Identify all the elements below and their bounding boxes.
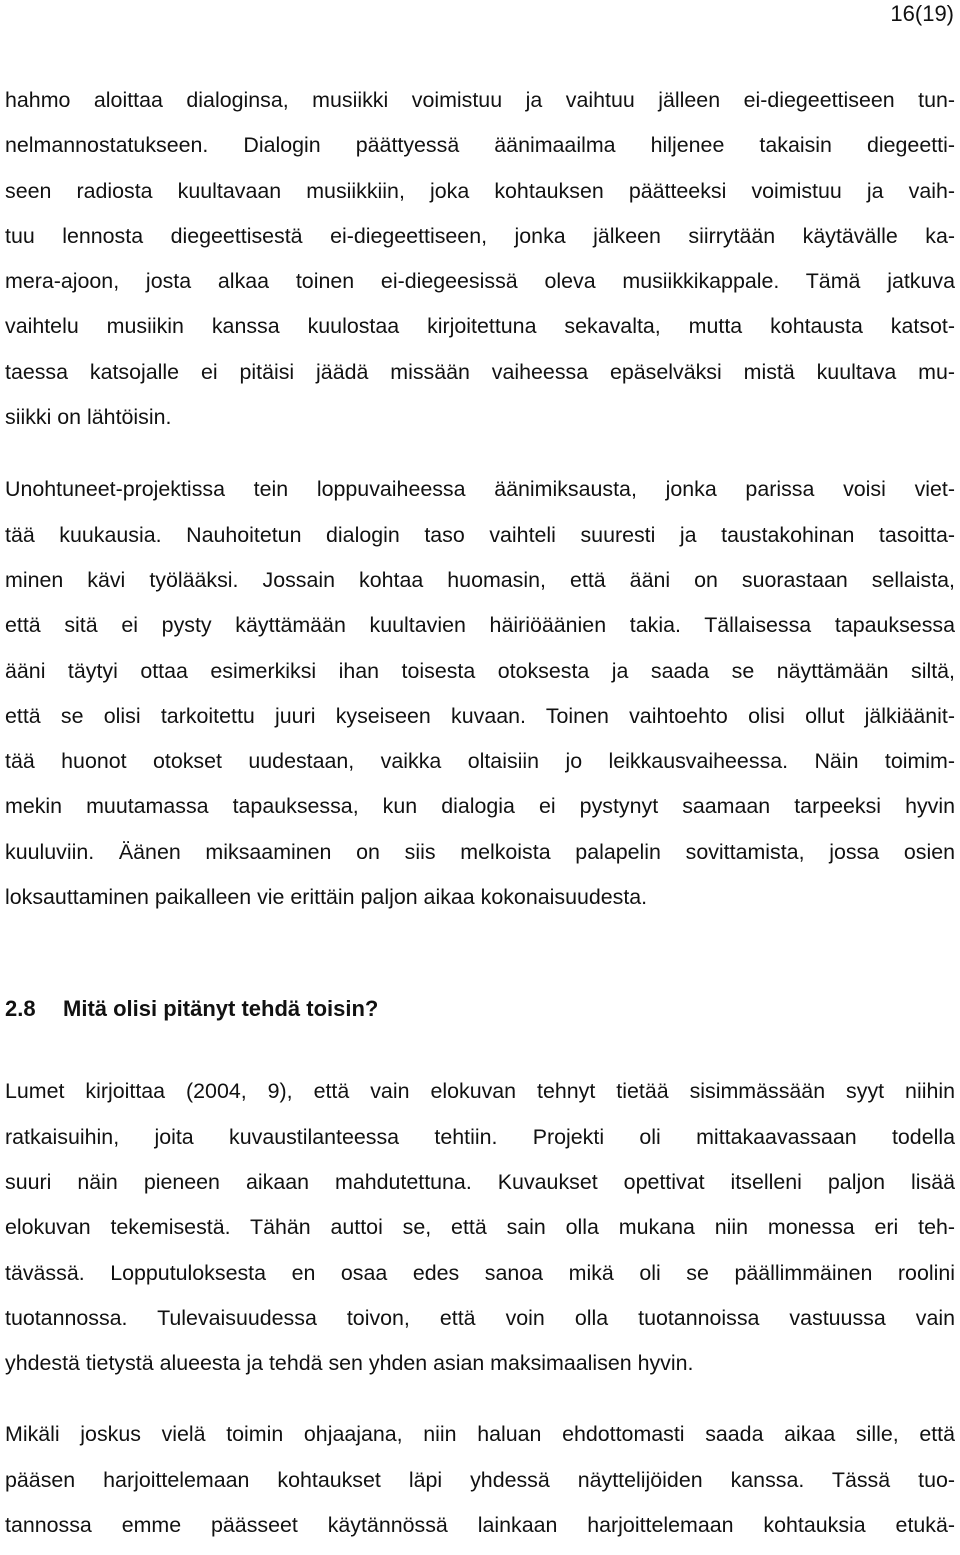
text-line: yhdestä tietystä alueesta ja tehdä sen yhden asian maksimaalisen hyvin. [5, 1351, 694, 1376]
text-line: seen radiosta kuultavaan musiikkiin, joka kohtauksen päätteeksi voimistuu ja vaih- [5, 178, 955, 203]
paragraph-sound-mixing [5, 467, 955, 920]
text-line: siikki on lähtöisin. [5, 405, 172, 430]
text-line: tävässä. Lopputuloksesta en osaa edes sanoa mikä oli se päällimmäinen roolini [5, 1260, 955, 1285]
page-number: 16(19) [890, 1, 954, 26]
text-line: mekin muutamassa tapauksessa, kun dialogia ei pystynyt saamaan tarpeeksi hyvin [5, 794, 955, 819]
text-line: hahmo aloittaa dialoginsa, musiikki voimistuu ja vaihtuu jälleen ei-diegeettiseen tun- [5, 88, 955, 112]
text-line: loksauttaminen paikalleen vie erittäin paljon aikaa kokonaisuudesta. [5, 885, 648, 910]
text-line: Unohtuneet-projektissa tein loppuvaiheessa äänimiksausta, jonka parissa voisi viet- [5, 477, 955, 502]
text-line: minen kävi työlääksi. Jossain kohtaa huomasin, että ääni on suorastaan sellaista, [5, 567, 955, 592]
section-number: 2.8 [5, 996, 36, 1022]
paragraph-soundtrack [5, 78, 955, 440]
document-body [5, 78, 955, 1548]
text-line: tuu lennosta diegeettisestä ei-diegeettiseen, jonka jälkeen siirrytään käytävälle ka- [5, 223, 955, 248]
text-line: taessa katsojalle ei pitäisi jäädä missään vaiheessa epäselväksi mistä kuultava mu- [5, 359, 955, 384]
text-line: elokuvan tekemisestä. Tähän auttoi se, että sain olla mukana niin monessa eri teh- [5, 1215, 955, 1240]
text-line: mera-ajoon, josta alkaa toinen ei-diegeesissä oleva musiikkikappale. Tämä jatkuva [5, 269, 955, 294]
section-heading [5, 986, 955, 1031]
text-line: tuotannossa. Tulevaisuudessa toivon, että voin olla tuotannoissa vastuussa vain [5, 1305, 955, 1330]
text-line: tää huonot otokset uudestaan, vaikka oltaisiin jo leikkausvaiheessa. Näin toimim- [5, 749, 955, 774]
text-line: että se olisi tarkoitettu juuri kyseiseen kuvaan. Toinen vaihtoehto olisi ollut jälkiäänit- [5, 703, 955, 728]
text-line: Mikäli joskus vielä toimin ohjaajana, niin haluan ehdottomasti saada aikaa sille, että [5, 1422, 955, 1447]
text-line: että sitä ei pysty käyttämään kuultavien häiriöäänien takia. Tällaisessa tapauksessa [5, 613, 955, 638]
text-line: ratkaisuihin, joita kuvaustilanteessa tehtiin. Projekti oli mittakaavassaan todella [5, 1124, 955, 1149]
section-title: Mitä olisi pitänyt tehdä toisin? [63, 996, 379, 1022]
text-line: suuri näin pieneen aikaan mahdutettuna. Kuvaukset opettivat itselleni paljon lisää [5, 1169, 955, 1194]
paragraph-directing [5, 1412, 955, 1548]
text-line: pääsen harjoittelemaan kohtaukset läpi yhdessä näyttelijöiden kanssa. Tässä tuo- [5, 1467, 955, 1492]
text-line: vaihtelu musiikin kanssa kuulostaa kirjoitettuna sekavalta, mutta kohtausta katsot- [5, 314, 955, 339]
text-line: ääni täytyi ottaa esimerkiksi ihan toisesta otoksesta ja saada se näyttämään siltä, [5, 658, 955, 683]
paragraph-lumet [5, 1069, 955, 1386]
text-line: tannossa emme päässeet käytännössä lainkaan harjoittelemaan kohtauksia etukä- [5, 1513, 955, 1538]
text-line: tää kuukausia. Nauhoitetun dialogin taso vaihteli suuresti ja taustakohinan tasoitta- [5, 522, 955, 547]
text-line: kuuluviin. Äänen miksaaminen on siis melkoista palapelin sovittamista, jossa osien [5, 839, 955, 864]
text-line: Lumet kirjoittaa (2004, 9), että vain elokuvan tehnyt tietää sisimmässään syyt niihin [5, 1079, 955, 1104]
text-line: nelmannostatukseen. Dialogin päättyessä äänimaailma hiljenee takaisin diegeetti- [5, 133, 955, 158]
